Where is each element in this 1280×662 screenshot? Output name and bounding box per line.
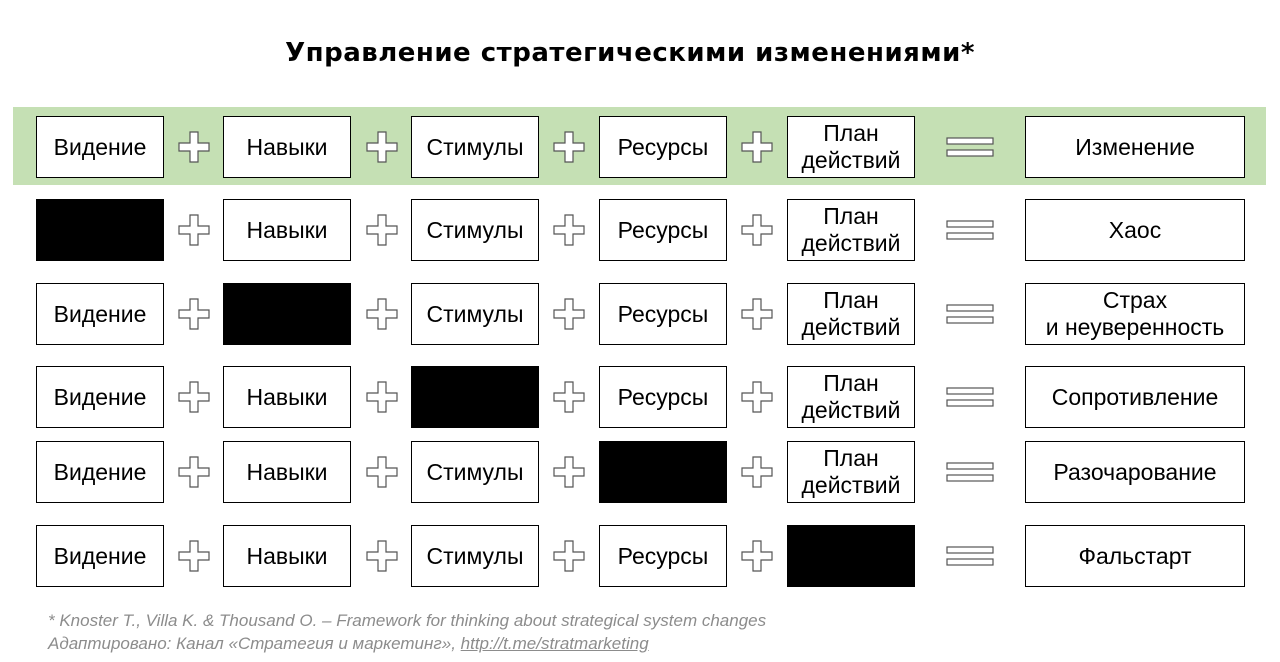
- formula-row: [0, 366, 1280, 428]
- footnote-adapted: [48, 632, 766, 655]
- result-box: [1025, 116, 1245, 178]
- component-label: Видение: [53, 542, 147, 569]
- plus-icon: [365, 297, 399, 331]
- component-label: План действий: [801, 445, 901, 498]
- plus-icon: [740, 130, 774, 164]
- plus-icon: [552, 130, 586, 164]
- footnote-source: * Knoster T., Villa K. & Thousand O. – Framework for thinking about strategical system changes: [48, 611, 767, 630]
- component-label: Ресурсы: [617, 542, 709, 569]
- component-box: [787, 283, 915, 345]
- plus-icon: [552, 455, 586, 489]
- component-box: [787, 366, 915, 428]
- component-label: Видение: [53, 133, 147, 160]
- plus-icon: [177, 380, 211, 414]
- component-label: План действий: [801, 203, 901, 256]
- component-box: [787, 441, 915, 503]
- plus-icon: [177, 213, 211, 247]
- plus-icon: [552, 213, 586, 247]
- channel-link[interactable]: http://t.me/stratmarketing: [460, 634, 649, 653]
- component-label: Навыки: [246, 216, 328, 243]
- component-label: Навыки: [246, 542, 328, 569]
- footnote: [48, 609, 766, 655]
- plus-icon: [177, 297, 211, 331]
- component-box: [411, 283, 539, 345]
- plus-icon: [552, 297, 586, 331]
- result-box: [1025, 441, 1245, 503]
- component-box: [787, 199, 915, 261]
- formula-row: [0, 116, 1280, 178]
- component-box: [223, 441, 351, 503]
- component-label: План действий: [801, 120, 901, 173]
- diagram-title: Управление стратегическими изменениями*: [285, 38, 975, 68]
- plus-icon: [177, 130, 211, 164]
- component-label: Видение: [53, 383, 147, 410]
- component-box: [599, 283, 727, 345]
- result-box: [1025, 199, 1245, 261]
- result-label: Фальстарт: [1078, 542, 1192, 569]
- component-box: [36, 283, 164, 345]
- component-box: [411, 199, 539, 261]
- component-box: [223, 199, 351, 261]
- component-label: Стимулы: [426, 300, 524, 327]
- plus-icon: [365, 380, 399, 414]
- component-label: Навыки: [246, 133, 328, 160]
- plus-icon: [177, 455, 211, 489]
- plus-icon: [365, 539, 399, 573]
- component-box: [599, 116, 727, 178]
- component-label: Видение: [53, 458, 147, 485]
- equals-icon: [946, 386, 994, 408]
- result-box: [1025, 283, 1245, 345]
- component-box: [411, 116, 539, 178]
- component-label: Ресурсы: [617, 383, 709, 410]
- component-box: [411, 525, 539, 587]
- plus-icon: [740, 380, 774, 414]
- plus-icon: [365, 455, 399, 489]
- component-label: План действий: [801, 287, 901, 340]
- component-label: Ресурсы: [617, 300, 709, 327]
- plus-icon: [552, 539, 586, 573]
- component-box: [599, 199, 727, 261]
- component-box: [36, 116, 164, 178]
- missing-component-box: [787, 525, 915, 587]
- plus-icon: [365, 130, 399, 164]
- component-box: [223, 116, 351, 178]
- component-label: План действий: [801, 370, 901, 423]
- missing-component-box: [36, 199, 164, 261]
- component-label: Видение: [53, 300, 147, 327]
- result-label: Сопротивление: [1051, 383, 1219, 410]
- plus-icon: [365, 213, 399, 247]
- footnote-adapted-text: Адаптировано: Канал «Стратегия и маркетинг»,: [48, 634, 461, 653]
- plus-icon: [740, 539, 774, 573]
- component-label: Стимулы: [426, 542, 524, 569]
- result-label: Разочарование: [1053, 458, 1217, 485]
- missing-component-box: [223, 283, 351, 345]
- result-box: [1025, 525, 1245, 587]
- missing-component-box: [411, 366, 539, 428]
- plus-icon: [740, 297, 774, 331]
- formula-row: [0, 283, 1280, 345]
- formula-row: [0, 441, 1280, 503]
- result-label: Страх и неуверенность: [1045, 287, 1225, 340]
- component-box: [36, 366, 164, 428]
- component-label: Стимулы: [426, 133, 524, 160]
- component-box: [599, 525, 727, 587]
- equals-icon: [946, 136, 994, 158]
- plus-icon: [740, 213, 774, 247]
- plus-icon: [177, 539, 211, 573]
- component-box: [787, 116, 915, 178]
- component-box: [411, 441, 539, 503]
- equals-icon: [946, 219, 994, 241]
- equals-icon: [946, 461, 994, 483]
- component-box: [223, 525, 351, 587]
- result-label: Хаос: [1108, 216, 1162, 243]
- plus-icon: [552, 380, 586, 414]
- component-box: [36, 525, 164, 587]
- formula-row: [0, 525, 1280, 587]
- plus-icon: [740, 455, 774, 489]
- component-label: Стимулы: [426, 216, 524, 243]
- result-label: Изменение: [1075, 133, 1195, 160]
- component-label: Ресурсы: [617, 216, 709, 243]
- component-label: Ресурсы: [617, 133, 709, 160]
- missing-component-box: [599, 441, 727, 503]
- component-label: Навыки: [246, 383, 328, 410]
- component-box: [599, 366, 727, 428]
- formula-row: [0, 199, 1280, 261]
- result-box: [1025, 366, 1245, 428]
- equals-icon: [946, 545, 994, 567]
- component-label: Навыки: [246, 458, 328, 485]
- component-box: [36, 441, 164, 503]
- equals-icon: [946, 303, 994, 325]
- component-box: [223, 366, 351, 428]
- component-label: Стимулы: [426, 458, 524, 485]
